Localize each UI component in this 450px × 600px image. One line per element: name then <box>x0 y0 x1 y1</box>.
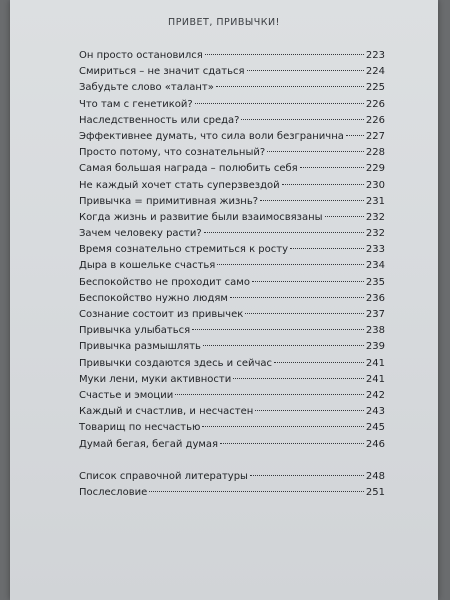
dot-leader <box>205 54 364 55</box>
toc-entry-title: Эффективнее думать, что сила воли безгранична <box>79 130 344 142</box>
toc-entry-page-number: 243 <box>365 406 385 418</box>
toc-entry-page-number: 241 <box>365 357 385 369</box>
toc-entry-page-number: 230 <box>365 179 385 191</box>
toc-entry <box>79 113 385 129</box>
toc-entry-page-number: 229 <box>365 163 385 175</box>
toc-entry-title: Беспокойство нужно людям <box>79 292 228 304</box>
toc-entry <box>79 275 385 291</box>
dot-leader <box>241 119 363 120</box>
toc-entry-title: Время сознательно стремиться к росту <box>79 244 288 256</box>
toc-entry <box>79 404 385 420</box>
toc-entry <box>79 80 385 96</box>
dot-leader <box>245 313 364 314</box>
toc-entry-page-number: 234 <box>365 260 385 272</box>
toc-entry-page-number: 226 <box>365 98 385 110</box>
toc-entry-title: Не каждый хочет стать суперзвездой <box>79 179 280 191</box>
toc-entry-page-number: 242 <box>365 389 385 401</box>
toc-entry-page-number: 246 <box>365 438 385 450</box>
dot-leader <box>255 410 364 411</box>
dot-leader <box>233 378 364 379</box>
toc-entry-title: Думай бегая, бегай думая <box>79 438 219 450</box>
toc-entry-title: Список справочной литературы <box>79 470 248 482</box>
toc-entry-title: Просто потому, что сознательный? <box>79 147 266 159</box>
toc-entry <box>79 388 385 404</box>
toc-entry-title: Дыра в кошельке счастья <box>79 260 216 272</box>
toc-entry <box>79 242 385 258</box>
dot-leader <box>195 103 364 104</box>
dot-leader <box>346 135 364 136</box>
toc-entry-title: Товарищ по несчастью <box>79 422 201 434</box>
toc-entry <box>79 258 385 274</box>
toc-entry-title: Самая большая награда – полюбить себя <box>79 163 298 175</box>
dot-leader <box>175 394 364 395</box>
toc-entry-title: Привычка улыбаться <box>79 325 191 337</box>
toc-entry <box>79 145 385 161</box>
toc-entry <box>79 372 385 388</box>
dot-leader <box>274 362 364 363</box>
dot-leader <box>325 216 364 217</box>
toc-entry-title: Наследственность или среда? <box>79 114 240 126</box>
toc-entry-page-number: 239 <box>365 341 385 353</box>
toc-entry <box>79 485 385 501</box>
toc-entry-page-number: 223 <box>365 50 385 61</box>
dot-leader <box>217 264 364 265</box>
dot-leader <box>220 443 364 444</box>
toc-entry-title: Забудьте слово «талант» <box>79 82 214 94</box>
toc-entry-title: Привычка размышлять <box>79 341 201 353</box>
toc-entry-title: Привычки создаются здесь и сейчас <box>79 357 273 369</box>
toc-entry-page-number: 231 <box>365 195 385 207</box>
dot-leader <box>204 232 364 233</box>
running-head: ПРИВЕТ, ПРИВЫЧКИ! <box>168 17 280 28</box>
toc-entry-page-number: 233 <box>365 244 385 256</box>
table-of-contents <box>79 48 385 501</box>
toc-entry-page-number: 232 <box>365 211 385 223</box>
toc-entry-page-number: 237 <box>365 309 385 320</box>
dot-leader <box>267 151 364 152</box>
toc-entry <box>79 226 385 242</box>
dot-leader <box>202 426 364 427</box>
toc-entry <box>79 469 385 485</box>
dot-leader <box>252 281 364 282</box>
toc-entry-page-number: 248 <box>365 470 385 482</box>
toc-entry-page-number: 226 <box>365 114 385 126</box>
toc-entry-title: Привычка = примитивная жизнь? <box>79 195 259 207</box>
toc-entry-page-number: 224 <box>365 66 385 78</box>
toc-entry-page-number: 225 <box>365 82 385 94</box>
toc-entry-title: Смириться – не значит сдаться <box>79 66 245 78</box>
dot-leader <box>203 345 364 346</box>
toc-entry-title: Он просто остановился <box>79 50 203 61</box>
toc-entry <box>79 437 385 453</box>
toc-entry <box>79 194 385 210</box>
toc-entry <box>79 161 385 177</box>
dot-leader <box>250 475 364 476</box>
toc-entry-title: Что там с генетикой? <box>79 98 193 110</box>
toc-entry-title: Зачем человеку расти? <box>79 228 202 240</box>
toc-entry <box>79 291 385 307</box>
toc-entry-page-number: 232 <box>365 228 385 240</box>
toc-entry-page-number: 228 <box>365 147 385 159</box>
toc-entry-page-number: 251 <box>365 486 385 498</box>
toc-entry <box>79 129 385 145</box>
toc-entry <box>79 307 385 323</box>
dot-leader <box>216 86 364 87</box>
book-page <box>10 0 438 600</box>
toc-entry <box>79 420 385 436</box>
toc-entry-page-number: 236 <box>365 292 385 304</box>
dot-leader <box>192 329 364 330</box>
toc-entry <box>79 339 385 355</box>
dot-leader <box>247 70 364 71</box>
toc-entry-page-number: 238 <box>365 325 385 337</box>
toc-entry-title: Послесловие <box>79 486 148 498</box>
section-gap <box>79 453 385 469</box>
toc-entry <box>79 64 385 80</box>
toc-entry-title: Когда жизнь и развитие были взаимосвязаны <box>79 211 323 223</box>
toc-entry-page-number: 227 <box>365 130 385 142</box>
toc-entry-title: Сознание состоит из привычек <box>79 309 244 320</box>
dot-leader <box>290 248 364 249</box>
toc-entry-page-number: 245 <box>365 422 385 434</box>
toc-entry-title: Муки лени, муки активности <box>79 373 232 385</box>
dot-leader <box>230 297 364 298</box>
toc-entry-title: Счастье и эмоции <box>79 389 174 401</box>
toc-entry-title: Каждый и счастлив, и несчастен <box>79 406 254 418</box>
toc-entry-title: Беспокойство не проходит само <box>79 276 250 288</box>
toc-entry <box>79 356 385 372</box>
toc-entry <box>79 210 385 226</box>
toc-entry <box>79 178 385 194</box>
dot-leader <box>282 184 364 185</box>
toc-entry <box>79 323 385 339</box>
toc-entry-page-number: 241 <box>365 373 385 385</box>
toc-entry <box>79 97 385 113</box>
dot-leader <box>300 167 364 168</box>
dot-leader <box>260 200 364 201</box>
toc-entry <box>79 48 385 64</box>
dot-leader <box>149 491 364 492</box>
toc-entry-page-number: 235 <box>365 276 385 288</box>
